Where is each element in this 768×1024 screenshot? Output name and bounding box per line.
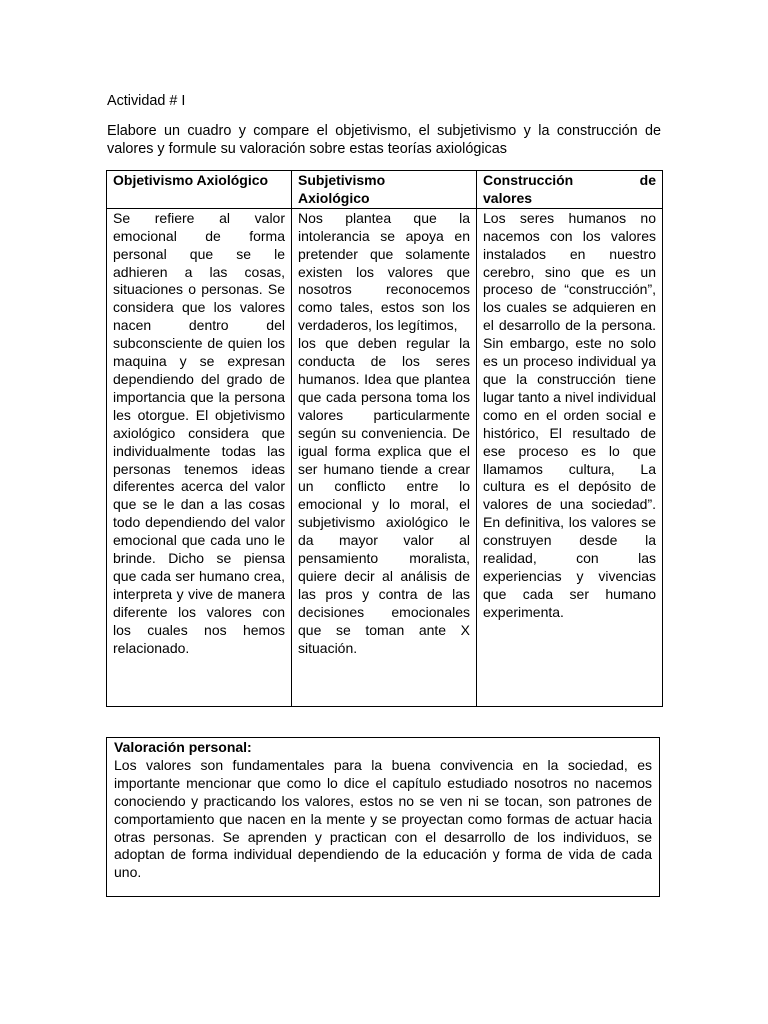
header-objetivismo: Objetivismo Axiológico	[107, 171, 292, 209]
table-row	[107, 208, 663, 706]
cell-objetivismo: Se refiere al valor emocional de forma personal que se le adhieren a las cosas, situaciones o personas. Se considera que los valores nacen dentro del subconsciente de quien los maquina y se expresan dependiendo del grado de importancia que la persona les otorgue. El objetivismo axiológico considera que individualmente todas las personas tenemos ideas diferentes acerca del valor que se le dan a las cosas todo dependiendo del valor emocional que cada uno le brinde. Dicho se piensa que cada ser humano crea, interpreta y vive de manera diferente los valores con los cuales nos hemos relacionado.	[107, 208, 292, 706]
cell-subjetivismo	[292, 208, 477, 706]
cell-subjetivismo-part1: Nos plantea que la intolerancia se apoya en pretender que solamente existen los valores que nosotros reconocemos como tales, estos son los verdaderos, los legítimos,	[298, 209, 470, 334]
header-subjetivismo	[292, 171, 477, 209]
header-construccion-line1: Construcción de	[483, 172, 656, 188]
header-subjetivismo-line1: Subjetivismo	[298, 172, 386, 188]
personal-assessment-box	[106, 737, 660, 897]
activity-instructions: Elabore un cuadro y compare el objetivismo, el subjetivismo y la construcción de valores y formule su valoración sobre estas teorías axiológicas	[107, 123, 661, 157]
cell-subjetivismo-part2: los que deben regular la conducta de los seres humanos. Idea que plantea que cada persona toma los valores particularmente según su conveniencia. De igual forma explica que el ser humano tiende a crear un conflicto entre lo emocional y lo moral, el subjetivismo axiológico le da mayor valor al pensamiento moralista, quiere decir al análisis de las pros y contra de las decisiones emocionales que se toman ante X situación.	[298, 335, 470, 656]
personal-assessment-heading: Valoración personal:	[114, 739, 252, 755]
comparison-table	[106, 170, 663, 707]
header-subjetivismo-line2: Axiológico	[298, 189, 370, 206]
table-header-row	[107, 171, 663, 209]
header-construccion-line2: valores	[483, 189, 533, 206]
personal-assessment-body: Los valores son fundamentales para la buena convivencia en la sociedad, es importante mencionar que como lo dice el capítulo estudiado nosotros no nacemos conociendo y practicando los valores, estos no se ven ni se tocan, son patrones de comportamiento que nacen en la mente y se proyectan como formas de actuar hacia otras personas. Se aprenden y practican con el desarrollo de los individuos, se adoptan de forma individual dependiendo de la educación y forma de vida de cada uno.	[114, 756, 652, 881]
header-construccion	[477, 171, 663, 209]
activity-title: Actividad # I	[107, 93, 186, 109]
cell-construccion: Los seres humanos no nacemos con los valores instalados en nuestro cerebro, sino que es un proceso de “construcción”, los cuales se adquieren en el desarrollo de la persona. Sin embargo, este no solo es un proceso individual ya que la construcción tiene lugar tanto a nivel individual como en el orden social e histórico, El resultado de ese proceso es lo que llamamos cultura, La cultura es el depósito de valores de una sociedad”. En definitiva, los valores se construyen desde la realidad, con las experiencias y vivencias que cada ser humano experimenta.	[477, 208, 663, 706]
